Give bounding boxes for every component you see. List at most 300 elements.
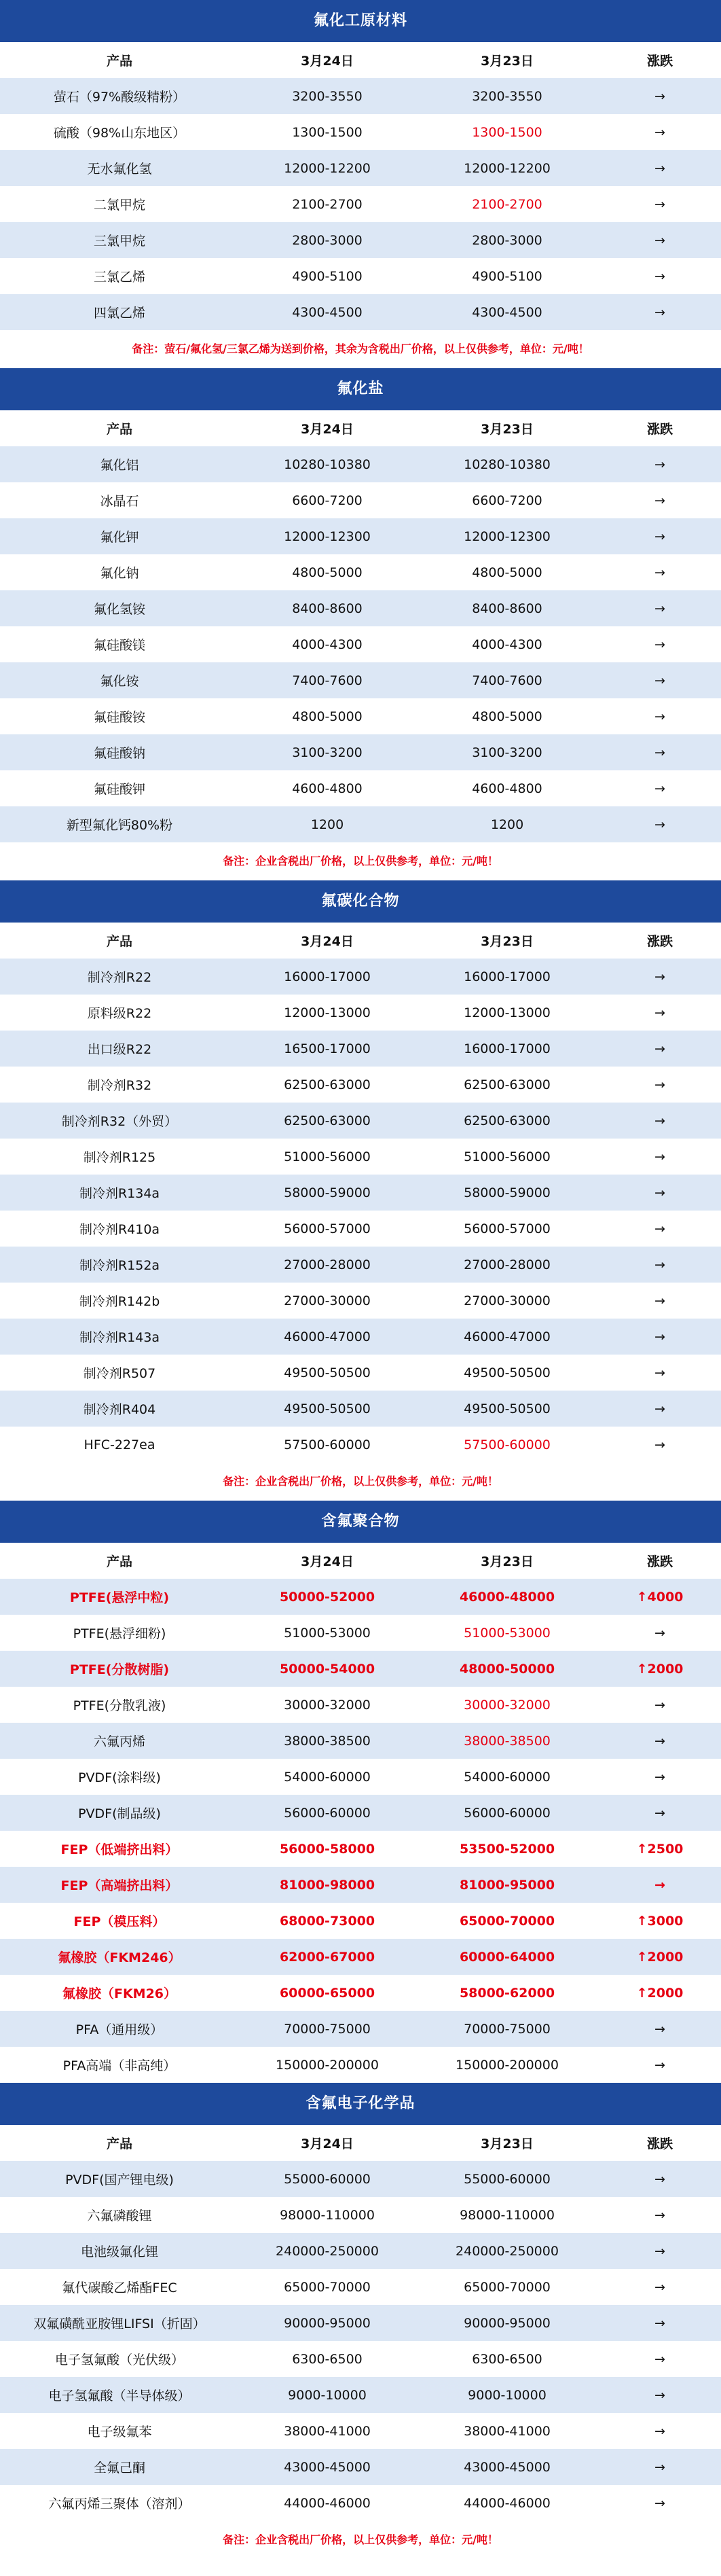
- table-row: [0, 78, 721, 114]
- change-cell: →: [654, 529, 665, 544]
- table-row: [0, 2047, 721, 2083]
- section-title: 氟化工原材料: [0, 0, 721, 42]
- change-cell: →: [654, 2459, 665, 2475]
- table-row: [0, 1355, 721, 1391]
- price-date1-cell: 50000-54000: [279, 1661, 375, 1677]
- price-date1-cell: 9000-10000: [288, 2387, 367, 2403]
- price-date1-cell: 38000-38500: [284, 1733, 371, 1749]
- product-name-cell: 制冷剂R32: [87, 1078, 152, 1093]
- product-name-cell: 硫酸（98%山东地区）: [53, 126, 186, 141]
- price-date1-cell: 1300-1500: [292, 124, 363, 140]
- price-date2-cell: 1300-1500: [472, 124, 542, 140]
- price-date1-cell: 62500-63000: [284, 1077, 371, 1092]
- change-cell: →: [654, 1365, 665, 1380]
- change-cell: →: [654, 969, 665, 984]
- product-name-cell: 电子级氟苯: [87, 2425, 152, 2439]
- table-row: [0, 1067, 721, 1103]
- price-section: [0, 368, 721, 880]
- price-date2-cell: 65000-70000: [459, 1913, 555, 1929]
- product-name-cell: PFA（通用级）: [75, 2022, 164, 2037]
- price-date2-cell: 46000-47000: [464, 1329, 551, 1344]
- column-header-date2: 3月23日: [481, 934, 534, 949]
- product-name-cell: 三氯乙烯: [93, 270, 145, 285]
- table-row: [0, 2161, 721, 2197]
- change-cell: →: [654, 232, 665, 248]
- price-date1-cell: 65000-70000: [284, 2279, 371, 2295]
- change-cell: →: [654, 1329, 665, 1344]
- table-row: [0, 698, 721, 734]
- change-cell: →: [654, 1149, 665, 1164]
- price-date1-cell: 7400-7600: [292, 673, 363, 688]
- price-date1-cell: 27000-28000: [284, 1257, 371, 1272]
- price-date1-cell: 4600-4800: [292, 781, 363, 796]
- product-name-cell: 六氟磷酸锂: [87, 2208, 152, 2223]
- table-row: [0, 2413, 721, 2449]
- table-row: [0, 186, 721, 222]
- table-row: [0, 446, 721, 482]
- product-name-cell: 氟化铵: [100, 674, 139, 689]
- change-cell: →: [654, 88, 665, 104]
- product-name-cell: 氟橡胶（FKM246）: [58, 1950, 181, 1965]
- product-name-cell: 氟化氢铵: [93, 602, 145, 617]
- product-name-cell: PTFE(分散树脂): [69, 1662, 170, 1677]
- change-cell: →: [654, 2243, 665, 2259]
- price-date2-cell: 60000-64000: [459, 1949, 555, 1965]
- change-cell: →: [654, 160, 665, 176]
- table-row: [0, 1615, 721, 1651]
- price-date2-cell: 70000-75000: [464, 2021, 551, 2037]
- change-cell: ↑4000: [636, 1589, 684, 1605]
- product-name-cell: 制冷剂R404: [83, 1402, 156, 1417]
- section-title: 含氟电子化学品: [0, 2083, 721, 2125]
- section-title: 氟化盐: [0, 368, 721, 410]
- column-header-change: 涨跌: [646, 934, 673, 949]
- price-date2-cell: 62500-63000: [464, 1113, 551, 1128]
- price-date2-cell: 54000-60000: [464, 1769, 551, 1785]
- price-date1-cell: 12000-12200: [284, 160, 371, 176]
- product-name-cell: 氟硅酸钾: [93, 782, 145, 797]
- price-date1-cell: 98000-110000: [280, 2207, 375, 2223]
- table-row: [0, 114, 721, 150]
- table-row: [0, 1903, 721, 1939]
- column-header-change: 涨跌: [646, 1554, 673, 1569]
- table-row: [0, 1139, 721, 1175]
- table-row: [0, 1247, 721, 1283]
- table-header-row: [0, 1543, 721, 1579]
- price-date1-cell: 51000-56000: [284, 1149, 371, 1164]
- price-date1-cell: 16000-17000: [284, 969, 371, 984]
- change-cell: →: [654, 1185, 665, 1200]
- table-row: [0, 294, 721, 330]
- table-row: [0, 806, 721, 842]
- price-date2-cell: 30000-32000: [464, 1697, 551, 1713]
- change-cell: →: [654, 781, 665, 796]
- product-name-cell: 二氯甲烷: [93, 198, 145, 213]
- column-header-date2: 3月23日: [481, 54, 534, 69]
- price-date2-cell: 58000-59000: [464, 1185, 551, 1200]
- change-cell: →: [654, 637, 665, 652]
- table-row: [0, 1427, 721, 1463]
- product-name-cell: 氟化钠: [100, 566, 139, 581]
- product-name-cell: 制冷剂R507: [83, 1366, 156, 1381]
- price-date2-cell: 55000-60000: [464, 2171, 551, 2187]
- product-name-cell: 氟化铝: [100, 458, 139, 473]
- price-date1-cell: 10280-10380: [284, 457, 371, 472]
- product-name-cell: PVDF(涂料级): [78, 1770, 161, 1785]
- product-name-cell: PTFE(悬浮中粒): [69, 1590, 170, 1605]
- price-date2-cell: 3200-3550: [472, 88, 542, 104]
- price-date2-cell: 53500-52000: [459, 1841, 555, 1857]
- product-name-cell: 新型氟化钙80%粉: [66, 818, 173, 833]
- table-row: [0, 1867, 721, 1903]
- change-cell: →: [654, 2279, 665, 2295]
- price-date1-cell: 6600-7200: [292, 493, 363, 508]
- price-date1-cell: 1200: [310, 817, 344, 832]
- product-name-cell: 三氯甲烷: [93, 234, 145, 249]
- column-header-product: 产品: [106, 934, 132, 949]
- change-cell: →: [654, 1697, 665, 1713]
- product-name-cell: 出口级R22: [87, 1042, 152, 1057]
- product-name-cell: FEP（模压料）: [73, 1914, 166, 1929]
- table-row: [0, 959, 721, 995]
- change-cell: →: [654, 2315, 665, 2331]
- table-row: [0, 662, 721, 698]
- product-name-cell: 电子氢氟酸（半导体级）: [48, 2389, 191, 2403]
- change-cell: →: [654, 1769, 665, 1785]
- product-name-cell: 制冷剂R410a: [79, 1222, 160, 1237]
- product-name-cell: 原料级R22: [87, 1006, 152, 1021]
- price-date2-cell: 12000-12200: [464, 160, 551, 176]
- product-name-cell: FEP（高端挤出料）: [60, 1878, 179, 1893]
- product-name-cell: 制冷剂R143a: [79, 1330, 160, 1345]
- column-header-product: 产品: [106, 2136, 132, 2151]
- price-date1-cell: 3100-3200: [292, 745, 363, 760]
- change-cell: →: [654, 1041, 665, 1056]
- section-note: 备注：萤石/氟化氢/三氯乙烯为送到价格，其余为含税出厂价格，以上仅供参考，单位：元/吨！: [0, 330, 721, 368]
- change-cell: →: [654, 2171, 665, 2187]
- table-row: [0, 734, 721, 770]
- price-date1-cell: 240000-250000: [276, 2243, 379, 2259]
- table-row: [0, 2197, 721, 2233]
- price-date1-cell: 62500-63000: [284, 1113, 371, 1128]
- price-date2-cell: 49500-50500: [464, 1365, 551, 1380]
- product-name-cell: PTFE(悬浮细粉): [73, 1626, 166, 1641]
- table-row: [0, 2377, 721, 2413]
- price-date2-cell: 4800-5000: [472, 565, 542, 580]
- change-cell: ↑3000: [636, 1913, 684, 1929]
- column-header-date2: 3月23日: [481, 2136, 534, 2151]
- change-cell: →: [654, 673, 665, 688]
- change-cell: →: [654, 817, 665, 832]
- table-row: [0, 518, 721, 554]
- price-date1-cell: 4800-5000: [292, 565, 363, 580]
- price-date1-cell: 55000-60000: [284, 2171, 371, 2187]
- price-date2-cell: 12000-13000: [464, 1005, 551, 1020]
- price-date2-cell: 9000-10000: [468, 2387, 547, 2403]
- table-row: [0, 1103, 721, 1139]
- table-row: [0, 1759, 721, 1795]
- table-row: [0, 2269, 721, 2305]
- product-name-cell: 氟硅酸镁: [93, 638, 145, 653]
- price-date1-cell: 90000-95000: [284, 2315, 371, 2331]
- price-date2-cell: 48000-50000: [459, 1661, 555, 1677]
- price-date2-cell: 51000-53000: [464, 1625, 551, 1641]
- table-row: [0, 1579, 721, 1615]
- product-name-cell: 氟橡胶（FKM26）: [62, 1986, 177, 2001]
- product-name-cell: 制冷剂R125: [83, 1150, 156, 1165]
- price-date1-cell: 62000-67000: [279, 1949, 375, 1965]
- table-row: [0, 258, 721, 294]
- price-date1-cell: 3200-3550: [292, 88, 363, 104]
- product-name-cell: 氟代碳酸乙烯酯FEC: [62, 2280, 177, 2295]
- change-cell: →: [654, 1401, 665, 1416]
- price-date1-cell: 16500-17000: [284, 1041, 371, 1056]
- table-header-row: [0, 410, 721, 446]
- product-name-cell: 电池级氟化锂: [80, 2244, 158, 2259]
- price-date2-cell: 240000-250000: [456, 2243, 559, 2259]
- price-date1-cell: 6300-6500: [292, 2351, 363, 2367]
- product-name-cell: 氟硅酸铵: [93, 710, 145, 725]
- change-cell: →: [654, 1221, 665, 1236]
- change-cell: →: [654, 1625, 665, 1641]
- change-cell: →: [654, 1077, 665, 1092]
- table-row: [0, 626, 721, 662]
- price-date2-cell: 27000-30000: [464, 1293, 551, 1308]
- change-cell: →: [654, 709, 665, 724]
- table-row: [0, 2485, 721, 2521]
- table-row: [0, 2305, 721, 2341]
- product-name-cell: 制冷剂R134a: [79, 1186, 160, 1201]
- change-cell: →: [654, 1257, 665, 1272]
- price-date1-cell: 56000-60000: [284, 1805, 371, 1821]
- price-date1-cell: 44000-46000: [284, 2495, 371, 2511]
- column-header-date2: 3月23日: [481, 422, 534, 437]
- price-section: [0, 2083, 721, 2559]
- price-date2-cell: 56000-60000: [464, 1805, 551, 1821]
- price-date1-cell: 81000-98000: [279, 1877, 375, 1893]
- column-header-change: 涨跌: [646, 54, 673, 69]
- table-row: [0, 1975, 721, 2011]
- table-row: [0, 482, 721, 518]
- price-date2-cell: 56000-57000: [464, 1221, 551, 1236]
- price-date1-cell: 70000-75000: [284, 2021, 371, 2037]
- price-date2-cell: 27000-28000: [464, 1257, 551, 1272]
- table-row: [0, 1687, 721, 1723]
- price-date2-cell: 6300-6500: [472, 2351, 542, 2367]
- table-row: [0, 2341, 721, 2377]
- price-date2-cell: 6600-7200: [472, 493, 542, 508]
- table-row: [0, 1031, 721, 1067]
- product-name-cell: 氟化钾: [100, 530, 139, 545]
- price-date2-cell: 65000-70000: [464, 2279, 551, 2295]
- product-name-cell: 制冷剂R142b: [79, 1294, 160, 1309]
- column-header-date1: 3月24日: [301, 1554, 354, 1569]
- price-date2-cell: 4000-4300: [472, 637, 542, 652]
- price-date1-cell: 56000-58000: [279, 1841, 375, 1857]
- price-section: [0, 1501, 721, 2083]
- column-header-product: 产品: [106, 1554, 132, 1569]
- column-header-date1: 3月24日: [301, 54, 354, 69]
- product-name-cell: 制冷剂R152a: [79, 1258, 160, 1273]
- price-date1-cell: 27000-30000: [284, 1293, 371, 1308]
- price-date1-cell: 30000-32000: [284, 1697, 371, 1713]
- table-row: [0, 995, 721, 1031]
- change-cell: →: [654, 565, 665, 580]
- table-row: [0, 2449, 721, 2485]
- price-date2-cell: 44000-46000: [464, 2495, 551, 2511]
- change-cell: →: [654, 2423, 665, 2439]
- section-note: 备注：企业含税出厂价格，以上仅供参考，单位：元/吨！: [0, 1463, 721, 1501]
- column-header-date1: 3月24日: [301, 2136, 354, 2151]
- table-header-row: [0, 923, 721, 959]
- change-cell: →: [654, 2207, 665, 2223]
- price-date1-cell: 4300-4500: [292, 304, 363, 320]
- price-date2-cell: 4600-4800: [472, 781, 542, 796]
- change-cell: →: [654, 2057, 665, 2073]
- column-header-date1: 3月24日: [301, 422, 354, 437]
- product-name-cell: PTFE(分散乳液): [73, 1698, 166, 1713]
- change-cell: →: [654, 1005, 665, 1020]
- price-date1-cell: 46000-47000: [284, 1329, 371, 1344]
- change-cell: →: [654, 1877, 665, 1893]
- change-cell: →: [654, 457, 665, 472]
- price-date2-cell: 8400-8600: [472, 601, 542, 616]
- product-name-cell: 双氟磺酰亚胺锂LIFSI（折固）: [33, 2316, 206, 2331]
- price-date2-cell: 4300-4500: [472, 304, 542, 320]
- price-section: [0, 0, 721, 368]
- price-date2-cell: 58000-62000: [459, 1985, 555, 2001]
- product-name-cell: PVDF(制品级): [78, 1806, 161, 1821]
- table-row: [0, 1391, 721, 1427]
- price-date1-cell: 54000-60000: [284, 1769, 371, 1785]
- change-cell: →: [654, 124, 665, 140]
- change-cell: ↑2500: [636, 1841, 684, 1857]
- change-cell: →: [654, 1733, 665, 1749]
- section-title: 氟碳化合物: [0, 880, 721, 923]
- product-name-cell: 制冷剂R32（外贸）: [61, 1114, 178, 1129]
- change-cell: →: [654, 2387, 665, 2403]
- table-row: [0, 1319, 721, 1355]
- change-cell: ↑2000: [636, 1661, 684, 1677]
- table-row: [0, 1211, 721, 1247]
- price-date2-cell: 46000-48000: [459, 1589, 555, 1605]
- section-note: 备注：企业含税出厂价格，以上仅供参考，单位：元/吨！: [0, 2521, 721, 2559]
- section-title: 含氟聚合物: [0, 1501, 721, 1543]
- change-cell: ↑2000: [636, 1985, 684, 2001]
- change-cell: →: [654, 2495, 665, 2511]
- product-name-cell: 无水氟化氢: [87, 162, 152, 177]
- price-date2-cell: 4800-5000: [472, 709, 542, 724]
- price-date1-cell: 12000-12300: [284, 529, 371, 544]
- table-row: [0, 222, 721, 258]
- price-date2-cell: 7400-7600: [472, 673, 542, 688]
- price-date2-cell: 4900-5100: [472, 268, 542, 284]
- price-section: [0, 880, 721, 1501]
- table-header-row: [0, 2125, 721, 2161]
- table-header-row: [0, 42, 721, 78]
- product-name-cell: 六氟丙烯三聚体（溶剂）: [48, 2497, 191, 2511]
- product-name-cell: 六氟丙烯: [93, 1734, 145, 1749]
- product-name-cell: 氟硅酸钠: [93, 746, 145, 761]
- price-date1-cell: 43000-45000: [284, 2459, 371, 2475]
- product-name-cell: PVDF(国产锂电级): [65, 2172, 174, 2187]
- product-name-cell: FEP（低端挤出料）: [60, 1842, 179, 1857]
- price-date2-cell: 12000-12300: [464, 529, 551, 544]
- table-row: [0, 590, 721, 626]
- price-date1-cell: 50000-52000: [279, 1589, 375, 1605]
- change-cell: →: [654, 1805, 665, 1821]
- table-row: [0, 1651, 721, 1687]
- price-date2-cell: 2800-3000: [472, 232, 542, 248]
- table-row: [0, 554, 721, 590]
- price-date1-cell: 60000-65000: [279, 1985, 375, 2001]
- price-date1-cell: 68000-73000: [279, 1913, 375, 1929]
- price-date1-cell: 2100-2700: [292, 196, 363, 212]
- price-date2-cell: 62500-63000: [464, 1077, 551, 1092]
- price-date1-cell: 38000-41000: [284, 2423, 371, 2439]
- price-date1-cell: 4800-5000: [292, 709, 363, 724]
- column-header-change: 涨跌: [646, 422, 673, 437]
- price-date1-cell: 49500-50500: [284, 1401, 371, 1416]
- price-date1-cell: 51000-53000: [284, 1625, 371, 1641]
- price-date2-cell: 98000-110000: [460, 2207, 555, 2223]
- price-date2-cell: 10280-10380: [464, 457, 551, 472]
- price-date2-cell: 90000-95000: [464, 2315, 551, 2331]
- table-row: [0, 1283, 721, 1319]
- column-header-product: 产品: [106, 422, 132, 437]
- column-header-product: 产品: [106, 54, 132, 69]
- price-date1-cell: 12000-13000: [284, 1005, 371, 1020]
- product-name-cell: HFC-227ea: [84, 1437, 155, 1452]
- price-date1-cell: 2800-3000: [292, 232, 363, 248]
- table-row: [0, 1175, 721, 1211]
- price-date1-cell: 4000-4300: [292, 637, 363, 652]
- price-date2-cell: 38000-38500: [464, 1733, 551, 1749]
- column-header-date1: 3月24日: [301, 934, 354, 949]
- table-row: [0, 1795, 721, 1831]
- table-row: [0, 150, 721, 186]
- change-cell: ↑2000: [636, 1949, 684, 1965]
- price-date1-cell: 4900-5100: [292, 268, 363, 284]
- table-row: [0, 1939, 721, 1975]
- price-date1-cell: 8400-8600: [292, 601, 363, 616]
- price-date2-cell: 49500-50500: [464, 1401, 551, 1416]
- column-header-date2: 3月23日: [481, 1554, 534, 1569]
- change-cell: →: [654, 196, 665, 212]
- price-date2-cell: 150000-200000: [456, 2057, 559, 2073]
- change-cell: →: [654, 493, 665, 508]
- column-header-change: 涨跌: [646, 2136, 673, 2151]
- price-date1-cell: 49500-50500: [284, 1365, 371, 1380]
- table-row: [0, 2233, 721, 2269]
- price-date2-cell: 38000-41000: [464, 2423, 551, 2439]
- change-cell: →: [654, 268, 665, 284]
- change-cell: →: [654, 1293, 665, 1308]
- change-cell: →: [654, 2351, 665, 2367]
- change-cell: →: [654, 601, 665, 616]
- product-name-cell: 全氟己酮: [93, 2461, 145, 2475]
- table-row: [0, 2011, 721, 2047]
- price-date1-cell: 57500-60000: [284, 1437, 371, 1452]
- price-date1-cell: 150000-200000: [276, 2057, 379, 2073]
- table-row: [0, 1723, 721, 1759]
- product-name-cell: PFA高端（非高纯）: [62, 2058, 177, 2073]
- change-cell: →: [654, 1113, 665, 1128]
- price-date2-cell: 57500-60000: [464, 1437, 551, 1452]
- price-date1-cell: 58000-59000: [284, 1185, 371, 1200]
- price-date2-cell: 16000-17000: [464, 1041, 551, 1056]
- price-date2-cell: 1200: [490, 817, 524, 832]
